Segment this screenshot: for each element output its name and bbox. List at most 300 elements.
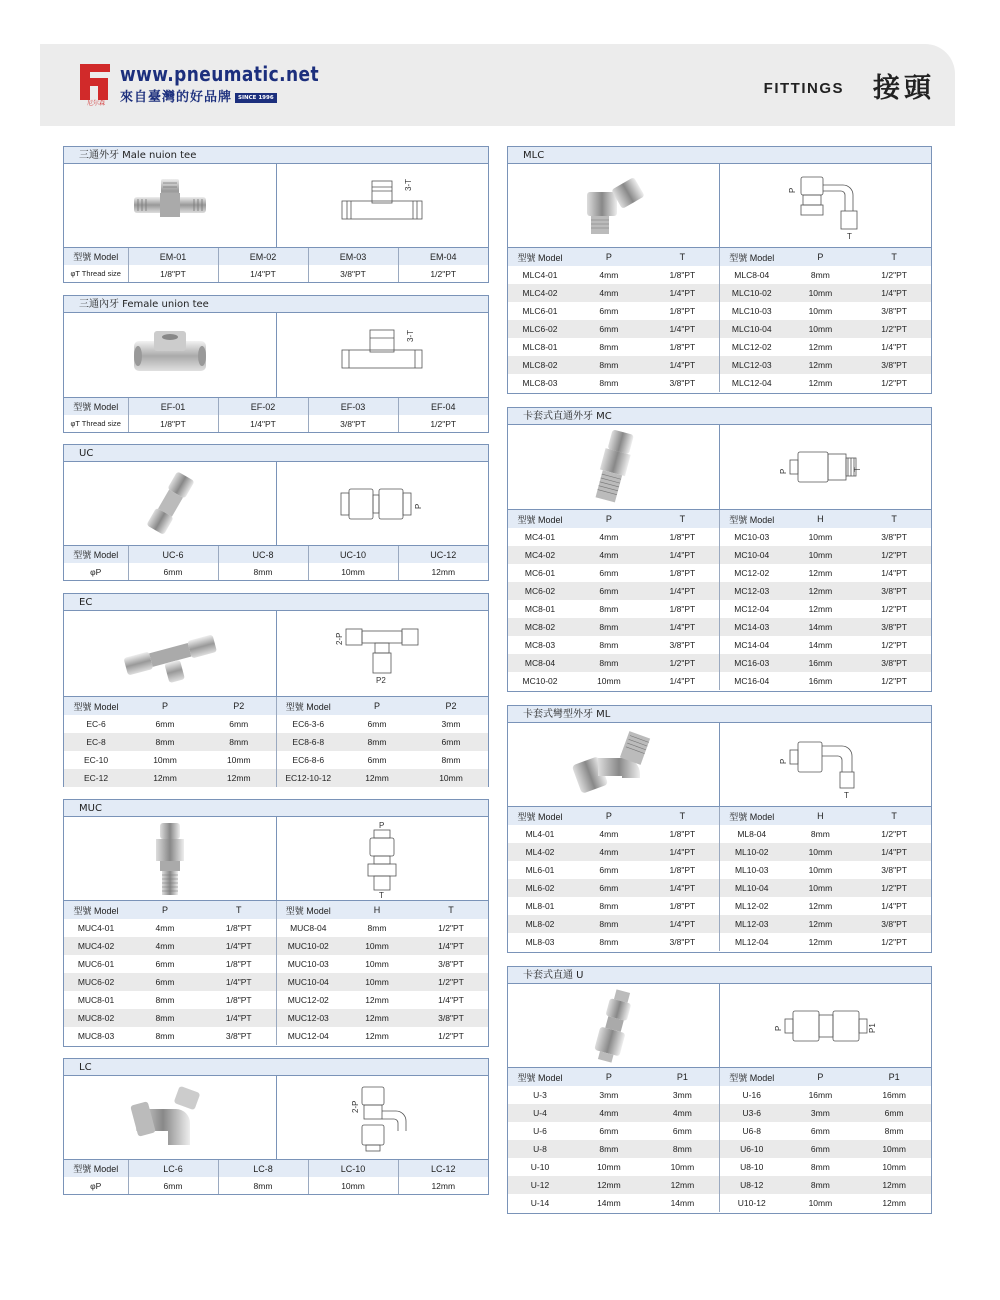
cell: 1/4"PT	[881, 901, 907, 911]
cell: EC8-6-8	[276, 733, 340, 751]
model-cell: EM-03	[308, 248, 398, 265]
cell: 16mm	[808, 676, 833, 686]
logo-mark-text: 尼尔森	[86, 100, 106, 106]
cell: 1/2"PT	[881, 270, 907, 280]
cell: MC6-01	[524, 568, 556, 578]
male-union-photo-icon	[148, 821, 192, 897]
cell: ML12-03	[720, 915, 784, 933]
model-cell: LC-12	[398, 1160, 488, 1177]
cell: 1/4"PT	[646, 879, 720, 897]
spec-table	[64, 398, 488, 432]
cell: 1/2"PT	[881, 640, 907, 650]
photo-cell	[508, 723, 719, 806]
cell: 1/4"PT	[646, 843, 720, 861]
drawing-cell	[719, 723, 931, 806]
cell: 4mm	[572, 284, 646, 302]
cell: 4mm	[572, 843, 646, 861]
model-cell: EM-01	[128, 248, 218, 265]
col-header: 型號 Model	[720, 807, 784, 825]
cell: 16mm	[784, 654, 858, 672]
cell: 1/2"PT	[881, 604, 907, 614]
cell: MUC8-01	[77, 995, 115, 1005]
cell: MLC10-03	[720, 302, 784, 320]
cell: MUC6-01	[77, 959, 115, 969]
cell: ML10-03	[720, 861, 784, 879]
cell: MC16-04	[720, 672, 784, 690]
panel-lc	[63, 1058, 489, 1195]
cell: 6mm	[155, 959, 175, 969]
cell: 1/4"PT	[646, 284, 720, 302]
cell: ML10-04	[720, 879, 784, 897]
cell: 1/4"PT	[414, 937, 488, 955]
cell: U8-12	[720, 1176, 784, 1194]
panel-title: 卡套式直通 U	[508, 967, 931, 984]
cell: MLC8-02	[508, 356, 572, 374]
col-header: H	[784, 510, 858, 528]
cell: 1/4"PT	[438, 995, 464, 1005]
image-row	[64, 1076, 488, 1160]
cell: 12mm	[365, 995, 389, 1005]
cell: 6mm	[128, 973, 202, 991]
cell: 4mm	[572, 546, 646, 564]
cell: MUC8-02	[64, 1009, 128, 1027]
cell: EC-12	[64, 769, 128, 787]
size-cell: 6mm	[128, 1177, 218, 1194]
model-cell: LC-10	[308, 1160, 398, 1177]
union-tee-drawing-icon	[332, 619, 432, 689]
cell: ML12-04	[720, 933, 784, 951]
col-header: P	[784, 1068, 858, 1086]
panel-title: 三通內牙 Female union tee	[64, 296, 488, 313]
female-tee-drawing-icon	[337, 324, 427, 386]
cell: MLC8-03	[522, 378, 558, 388]
cell: EC6-3-6	[276, 715, 340, 733]
drawing-cell	[719, 425, 931, 509]
image-row	[508, 425, 931, 510]
brand-logo-icon	[76, 60, 116, 106]
cell: 12mm	[808, 937, 833, 947]
cell: 1/4"PT	[202, 1009, 276, 1027]
image-row	[64, 817, 488, 901]
spec-table	[64, 546, 488, 580]
cell: MC8-03	[524, 640, 556, 650]
cell: 3/8"PT	[857, 915, 931, 933]
cell: MUC4-01	[77, 923, 115, 933]
cell: 6mm	[857, 1104, 931, 1122]
panel-title: MLC	[508, 147, 931, 164]
spec-table	[508, 248, 931, 392]
cell: 1/2"PT	[881, 676, 907, 686]
col-header: 型號 Model	[508, 1068, 572, 1086]
col-header: T	[414, 901, 488, 919]
cell: 1/4"PT	[646, 320, 720, 338]
male-union-drawing-icon	[357, 820, 407, 898]
cell: ML8-04	[720, 825, 784, 843]
cell: 4mm	[155, 923, 175, 933]
image-row	[64, 164, 488, 248]
cell: 10mm	[340, 973, 414, 991]
size-cell: 10mm	[308, 1177, 398, 1194]
cell: 1/8"PT	[669, 604, 696, 614]
cell: 16mm	[882, 1090, 906, 1100]
cell: 3/8"PT	[857, 582, 931, 600]
col-header: 型號 Model	[720, 248, 784, 266]
photo-cell	[64, 611, 276, 696]
cell: 3/8"PT	[857, 618, 931, 636]
panel-title: MUC	[64, 800, 488, 817]
cell: 12mm	[646, 1176, 720, 1194]
cell: U-14	[530, 1198, 550, 1208]
col-header: T	[857, 807, 931, 825]
cell: 1/4"PT	[646, 618, 720, 636]
image-row	[64, 313, 488, 398]
drawing-cell	[719, 164, 931, 247]
cell: 1/4"PT	[646, 356, 720, 374]
cell: 12mm	[128, 769, 202, 787]
cell: ML4-02	[508, 843, 572, 861]
cell: 10mm	[670, 1162, 695, 1172]
male-elbow-connector-photo-icon	[572, 730, 656, 800]
page-header	[40, 44, 955, 126]
image-row	[64, 611, 488, 697]
model-cell: LC-6	[128, 1160, 218, 1177]
cell: 1/8"PT	[225, 923, 252, 933]
dim-label: P	[778, 758, 788, 764]
size-cell: 3/8"PT	[308, 265, 398, 282]
cell: 10mm	[365, 959, 389, 969]
size-cell: 1/8"PT	[128, 415, 218, 432]
cell: 3/8"PT	[857, 654, 931, 672]
cell: 10mm	[784, 879, 858, 897]
cell: MC14-03	[720, 618, 784, 636]
model-cell: EF-01	[128, 398, 218, 415]
cell: 6mm	[367, 755, 387, 765]
model-cell: EF-03	[308, 398, 398, 415]
spec-table	[508, 1068, 931, 1212]
col-header: P	[572, 248, 646, 266]
dim-label: P	[787, 187, 797, 193]
panel-ml	[507, 705, 932, 953]
drawing-cell	[276, 611, 489, 696]
cell: 8mm	[810, 1162, 830, 1172]
col-header: P	[572, 807, 646, 825]
panel-em	[63, 146, 489, 283]
straight-union-photo-icon	[589, 988, 639, 1064]
col-header: P	[128, 697, 202, 715]
male-connector-drawing-icon	[776, 442, 876, 492]
cell: 12mm	[784, 356, 858, 374]
cell: MUC10-04	[276, 973, 340, 991]
cell: 12mm	[340, 1009, 414, 1027]
cell: MC10-03	[720, 528, 784, 546]
cell: 1/2"PT	[438, 1031, 464, 1041]
cell: 1/8"PT	[669, 568, 696, 578]
col-header: P1	[857, 1068, 931, 1086]
cell: MC6-02	[508, 582, 572, 600]
col-header: P	[128, 901, 202, 919]
cell: 8mm	[810, 829, 830, 839]
cell: U-12	[508, 1176, 572, 1194]
cell: 8mm	[599, 604, 619, 614]
cell: 1/4"PT	[857, 843, 931, 861]
cell: EC12-10-12	[276, 769, 340, 787]
male-elbow-union-drawing-icon	[781, 171, 871, 241]
cell: 8mm	[646, 1140, 720, 1158]
size-cell: 1/2"PT	[398, 265, 488, 282]
cell: 6mm	[367, 719, 387, 729]
dim-label: T	[843, 790, 849, 800]
size-cell: 1/4"PT	[218, 415, 308, 432]
dim-label: P	[778, 468, 788, 474]
cell: 8mm	[155, 995, 175, 1005]
cell: 4mm	[572, 1104, 646, 1122]
male-elbow-union-photo-icon	[577, 174, 651, 238]
cell: U-6	[533, 1126, 547, 1136]
model-cell: UC-8	[218, 546, 308, 563]
cell: MLC12-02	[720, 338, 784, 356]
cell: 8mm	[155, 1031, 175, 1041]
panel-ec	[63, 593, 489, 787]
cell: ML12-02	[720, 897, 784, 915]
cell: 12mm	[808, 378, 833, 388]
photo-cell	[508, 425, 719, 509]
dim-label: P	[773, 1025, 783, 1031]
drawing-cell	[276, 817, 489, 900]
cell: 8mm	[599, 901, 619, 911]
cell: ML8-02	[508, 915, 572, 933]
cell: MUC10-03	[276, 955, 340, 973]
cell: U-4	[508, 1104, 572, 1122]
cell: 12mm	[572, 1176, 646, 1194]
cell: 1/2"PT	[438, 923, 464, 933]
cell: MC4-01	[524, 532, 556, 542]
col-header: 型號 Model	[508, 807, 572, 825]
panel-title: 三通外牙 Male nuion tee	[64, 147, 488, 164]
cell: 8mm	[367, 923, 387, 933]
panel-u	[507, 966, 932, 1214]
cell: 10mm	[784, 843, 858, 861]
image-row	[508, 984, 931, 1068]
size-cell: 12mm	[398, 1177, 488, 1194]
cell: 8mm	[599, 378, 619, 388]
cell: 6mm	[572, 879, 646, 897]
col-header: P2	[414, 697, 488, 715]
drawing-cell	[276, 462, 489, 545]
cell: 12mm	[784, 915, 858, 933]
model-cell: UC-10	[308, 546, 398, 563]
cell: MC8-01	[524, 604, 556, 614]
cell: 14mm	[670, 1198, 695, 1208]
cell: EC-8	[64, 733, 128, 751]
size-cell: 6mm	[128, 563, 218, 580]
cell: 4mm	[599, 270, 619, 280]
cell: 1/4"PT	[881, 568, 907, 578]
cell: 3/8"PT	[669, 640, 696, 650]
cell: 3mm	[441, 719, 461, 729]
col-header: 型號 Model	[64, 697, 128, 715]
cell: 12mm	[340, 769, 414, 787]
size-cell: 12mm	[398, 563, 488, 580]
dim-label: T	[846, 231, 852, 241]
col-header: H	[784, 807, 858, 825]
cell: 10mm	[784, 320, 858, 338]
union-photo-icon	[140, 468, 200, 540]
cell: 8mm	[572, 654, 646, 672]
cell: 3/8"PT	[881, 865, 907, 875]
cell: 1/8"PT	[669, 901, 696, 911]
since-badge: SINCE 1996	[235, 93, 277, 103]
drawing-cell	[276, 313, 489, 397]
cell: MC10-04	[720, 546, 784, 564]
cell: ML10-02	[720, 843, 784, 861]
photo-cell	[64, 164, 276, 247]
col-header: T	[646, 807, 720, 825]
cell: U-3	[533, 1090, 547, 1100]
model-cell: LC-8	[218, 1160, 308, 1177]
photo-cell	[64, 462, 276, 545]
photo-cell	[508, 984, 719, 1067]
drawing-cell	[719, 984, 931, 1067]
image-row	[508, 164, 931, 248]
cell: MC4-02	[508, 546, 572, 564]
cell: U3-6	[720, 1104, 784, 1122]
cell: 1/4"PT	[202, 973, 276, 991]
cell: 10mm	[882, 1162, 906, 1172]
cell: 8mm	[599, 640, 619, 650]
cell: MLC10-04	[720, 320, 784, 338]
panel-title: EC	[64, 594, 488, 611]
cell: MC12-02	[720, 564, 784, 582]
panel-mc	[507, 407, 932, 692]
cell: 3/8"PT	[438, 959, 464, 969]
cell: MUC8-04	[276, 919, 340, 937]
cell: MLC8-04	[720, 266, 784, 284]
cell: 1/4"PT	[202, 937, 276, 955]
cell: 1/4"PT	[646, 546, 720, 564]
cell: 1/4"PT	[881, 342, 907, 352]
cell: 1/2"PT	[881, 378, 907, 388]
dim-label: 3-T	[406, 330, 416, 342]
cell: ML6-02	[508, 879, 572, 897]
size-cell: 8mm	[218, 1177, 308, 1194]
cell: 1/2"PT	[881, 829, 907, 839]
brand-url: www.pneumatic.net	[120, 62, 320, 86]
cell: 3mm	[672, 1090, 692, 1100]
model-cell: EF-04	[398, 398, 488, 415]
cell: 6mm	[599, 865, 619, 875]
cell: 6mm	[414, 733, 488, 751]
cell: MC10-02	[522, 676, 558, 686]
dim-label: P	[414, 503, 424, 509]
cell: 8mm	[884, 1126, 904, 1136]
col-header: 型號 Model	[276, 697, 340, 715]
cell: 1/2"PT	[881, 937, 907, 947]
spec-table	[64, 697, 488, 787]
dim-label: 3-T	[404, 178, 414, 191]
cell: 8mm	[810, 270, 830, 280]
cell: MUC12-03	[276, 1009, 340, 1027]
brand-slogan-text: 來自臺灣的好品牌	[120, 90, 233, 105]
cell: 4mm	[128, 937, 202, 955]
cell: 10mm	[226, 755, 251, 765]
dim-label: 2-P	[351, 1100, 361, 1113]
image-row	[64, 462, 488, 546]
dim-label: 2-P	[335, 632, 345, 645]
cell: 8mm	[599, 937, 619, 947]
cell: 3mm	[599, 1090, 619, 1100]
cell: ML6-01	[525, 865, 555, 875]
cell: 8mm	[572, 1140, 646, 1158]
cell: 10mm	[784, 284, 858, 302]
spec-table	[508, 510, 931, 690]
cell: MLC8-01	[522, 342, 558, 352]
panel-title: LC	[64, 1059, 488, 1076]
cell: 6mm	[599, 1126, 619, 1136]
col-header: P	[572, 1068, 646, 1086]
cell: 6mm	[810, 1126, 830, 1136]
cell: MUC4-02	[64, 937, 128, 955]
female-tee-photo-icon	[130, 327, 210, 383]
cell: 1/8"PT	[669, 865, 696, 875]
col-header: P1	[646, 1068, 720, 1086]
panel-muc	[63, 799, 489, 1047]
cell: 8mm	[441, 755, 461, 765]
col-header: 型號 Model	[276, 901, 340, 919]
col-header: T	[857, 510, 931, 528]
dim-label: P	[379, 820, 385, 830]
cell: MUC10-02	[276, 937, 340, 955]
cell: 1/8"PT	[669, 342, 696, 352]
cell: 4mm	[599, 829, 619, 839]
cell: U10-12	[720, 1194, 784, 1212]
male-tee-photo-icon	[130, 175, 210, 237]
cell: EC6-8-6	[276, 751, 340, 769]
cell: 4mm	[599, 532, 619, 542]
cell: 8mm	[572, 915, 646, 933]
photo-cell	[64, 1076, 276, 1159]
cell: 4mm	[646, 1104, 720, 1122]
col-header: 型號 Model	[720, 510, 784, 528]
spec-table	[64, 248, 488, 282]
model-cell: EM-02	[218, 248, 308, 265]
male-tee-drawing-icon	[337, 175, 427, 237]
cell: 10mm	[857, 1140, 931, 1158]
col-header: P	[340, 697, 414, 715]
cell: 12mm	[808, 568, 833, 578]
cell: 6mm	[599, 568, 619, 578]
cell: MC14-04	[720, 636, 784, 654]
drawing-cell	[276, 164, 489, 247]
cell: 8mm	[572, 356, 646, 374]
col-header: T	[646, 248, 720, 266]
cell: U-10	[530, 1162, 550, 1172]
cell: 8mm	[202, 733, 276, 751]
cell: U8-10	[720, 1158, 784, 1176]
cell: 8mm	[128, 1009, 202, 1027]
cell: 1/2"PT	[857, 320, 931, 338]
cell: 8mm	[340, 733, 414, 751]
cell: U6-10	[720, 1140, 784, 1158]
page-title-en: FITTINGS	[763, 80, 844, 97]
cell: 10mm	[808, 306, 833, 316]
cell: 3/8"PT	[669, 378, 696, 388]
cell: 1/4"PT	[857, 284, 931, 302]
panel-mlc	[507, 146, 932, 394]
cell: 1/4"PT	[669, 676, 696, 686]
size-cell: 3/8"PT	[308, 415, 398, 432]
panel-ef	[63, 295, 489, 433]
cell: 12mm	[808, 342, 833, 352]
